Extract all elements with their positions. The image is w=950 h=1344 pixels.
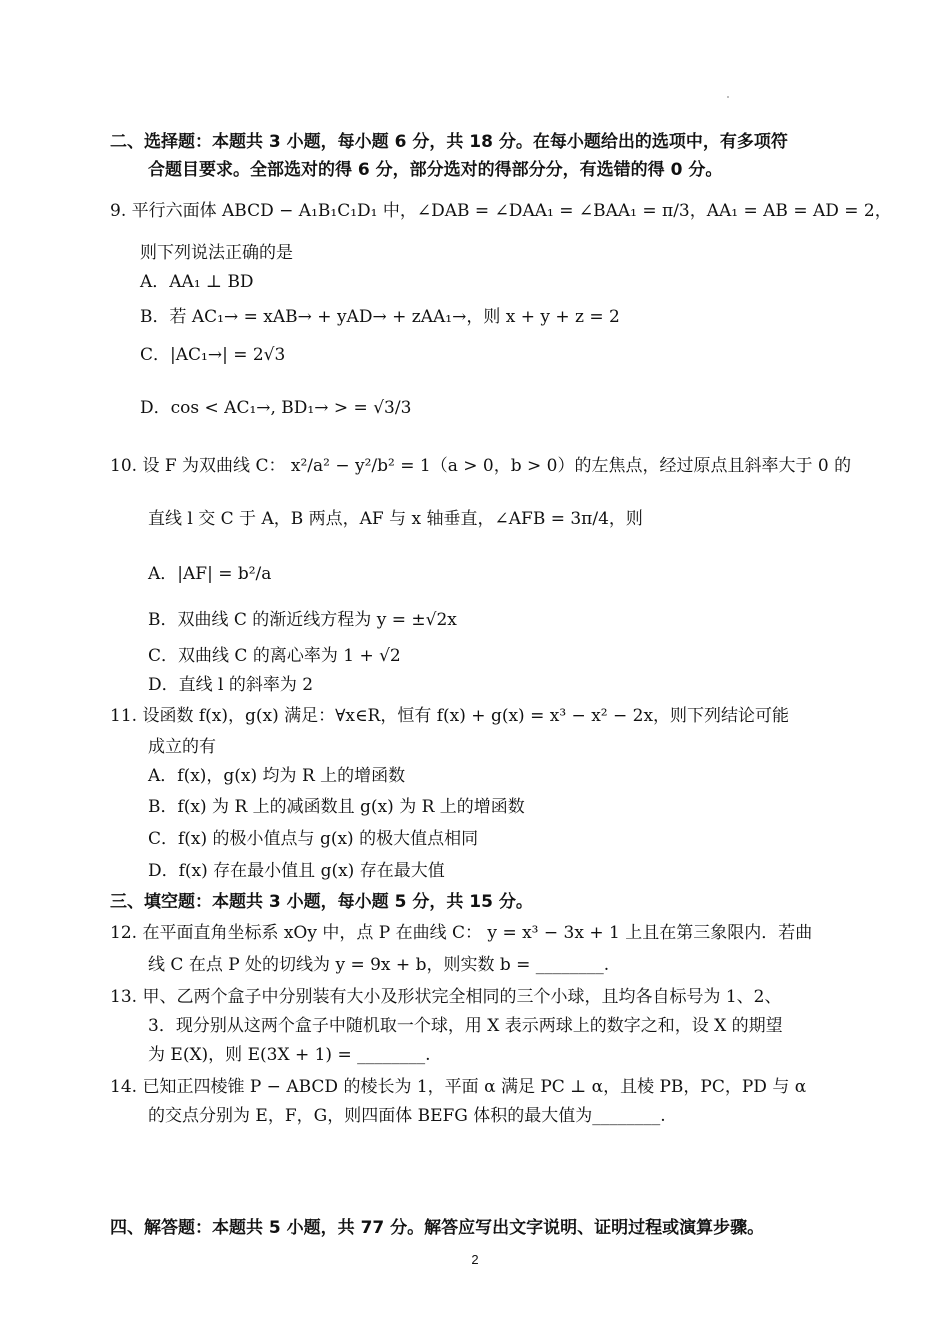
q11-stem-line1: 11. 设函数 f(x)，g(x) 满足：∀x∈R，恒有 f(x) + g(x) = x³ − x² − 2x，则下列结论可能	[110, 706, 790, 726]
q14-stem-line1: 14. 已知正四棱锥 P − ABCD 的棱长为 1，平面 α 满足 PC ⊥ α，且棱 PB，PC，PD 与 α	[110, 1077, 807, 1097]
q10-option-c: C．双曲线 C 的离心率为 1 + √2	[148, 646, 401, 666]
q11-option-a: A．f(x)，g(x) 均为 R 上的增函数	[148, 766, 406, 786]
q13-stem-line1: 13. 甲、乙两个盒子中分别装有大小及形状完全相同的三个小球，且均各自标号为 1、2、	[110, 987, 782, 1007]
section3-title: 三、填空题：本题共 3 小题，每小题 5 分，共 15 分。	[110, 892, 533, 912]
q11-option-b: B．f(x) 为 R 上的减函数且 g(x) 为 R 上的增函数	[148, 797, 525, 817]
q11-stem-line2: 成立的有	[148, 737, 216, 757]
q12-stem-line2: 线 C 在点 P 处的切线为 y = 9x + b，则实数 b = ________.	[148, 955, 610, 975]
q13-stem-line2: 3．现分别从这两个盒子中随机取一个球，用 X 表示两球上的数字之和，设 X 的期望	[148, 1016, 783, 1036]
q11-option-c: C．f(x) 的极小值点与 g(x) 的极大值点相同	[148, 829, 479, 849]
q12-stem-line1: 12. 在平面直角坐标系 xOy 中，点 P 在曲线 C： y = x³ − 3x + 1 上且在第三象限内．若曲	[110, 923, 813, 943]
q9-stem-line1: 9. 平行六面体 ABCD − A₁B₁C₁D₁ 中，∠DAB = ∠DAA₁ = ∠BAA₁ = π/3，AA₁ = AB = AD = 2，	[110, 201, 892, 221]
q9-option-d: D．cos < AC₁→, BD₁→ > = √3/3	[140, 398, 412, 418]
section2-title-line1: 二、选择题：本题共 3 小题，每小题 6 分，共 18 分。在每小题给出的选项中，有多项符	[110, 132, 788, 152]
q14-stem-line2: 的交点分别为 E，F，G，则四面体 BEFG 体积的最大值为________.	[148, 1106, 666, 1126]
section4-title: 四、解答题：本题共 5 小题，共 77 分。解答应写出文字说明、证明过程或演算步骤。	[110, 1218, 765, 1238]
scan-speck	[727, 96, 729, 98]
q11-option-d: D．f(x) 存在最小值且 g(x) 存在最大值	[148, 861, 445, 881]
page-number: 2	[471, 1252, 479, 1267]
q10-option-a: A．|AF| = b²/a	[148, 564, 272, 584]
q9-option-b: B．若 AC₁→ = xAB→ + yAD→ + zAA₁→，则 x + y + z = 2	[140, 307, 620, 327]
q9-option-a: A．AA₁ ⊥ BD	[140, 272, 254, 292]
q10-stem-line2: 直线 l 交 C 于 A，B 两点，AF 与 x 轴垂直，∠AFB = 3π/4，则	[148, 509, 643, 529]
q10-stem-line1: 10. 设 F 为双曲线 C： x²/a² − y²/b² = 1（a > 0，b > 0）的左焦点，经过原点且斜率大于 0 的	[110, 456, 852, 476]
q13-stem-line3: 为 E(X)，则 E(3X + 1) = ________.	[148, 1045, 431, 1065]
q10-option-d: D．直线 l 的斜率为 2	[148, 675, 314, 695]
q10-option-b: B．双曲线 C 的渐近线方程为 y = ±√2x	[148, 610, 457, 630]
q9-option-c: C．|AC₁→| = 2√3	[140, 345, 286, 365]
q9-stem-line2: 则下列说法正确的是	[140, 243, 293, 263]
section2-title-line2: 合题目要求。全部选对的得 6 分，部分选对的得部分分，有选错的得 0 分。	[148, 160, 723, 180]
